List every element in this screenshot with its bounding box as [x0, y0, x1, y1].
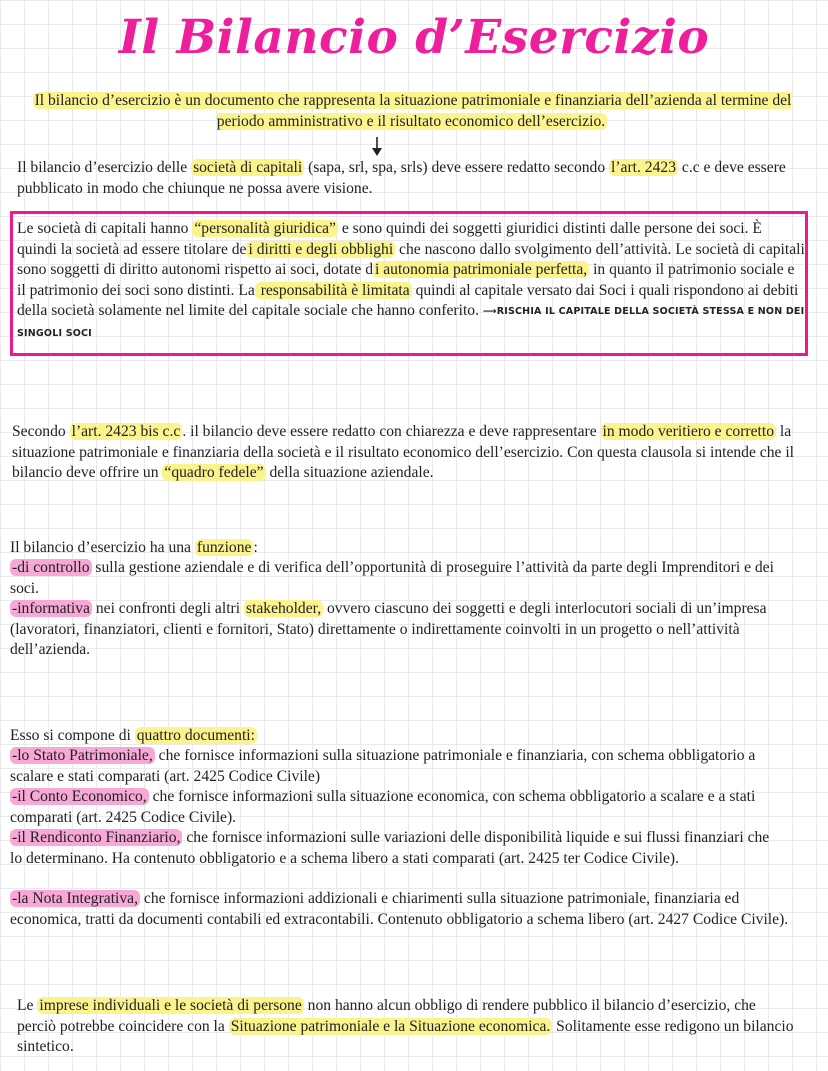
funzione-heading: Il bilancio d’esercizio ha una funzione :	[10, 539, 258, 556]
highlight-art-2423-bis: l’art. 2423 bis c.c	[71, 423, 181, 440]
doc-conto-economico: -il Conto Economico, che fornisce informazioni sulla situazione economica, con schema obbligatorio a scalare e a stati comparati (art. 2425 Codice Civile).	[10, 788, 756, 826]
doc-rendiconto-finanziario: -il Rendiconto Finanziario, che fornisce informazioni sulle variazioni delle disponibilità liquide e sui flussi finanziari che lo determinano. Ha contenuto obbligatorio e a schema libero a stati comparati (art. 2425 ter Codice Civile).	[10, 829, 770, 867]
highlight-personalita: “personalità giuridica”	[194, 220, 336, 237]
funzione-controllo: -di controllo sulla gestione aziendale e di verifica dell’opportunità di proseguire l’attività da parte degli Imprenditori e dei soci.	[10, 559, 774, 597]
capitali-paragraph: Il bilancio d’esercizio delle società di capitali (sapa, srl, spa, srls) deve essere redatto secondo l’art. 2423 c.c e deve essere pubblicato in modo che chiunque ne possa avere visione.	[17, 159, 786, 197]
personalita-paragraph: Le società di capitali hanno “personalità giuridica” e sono quindi dei soggetti giuridici distinti dalle persone dei soci. È quindi la società ad essere titolare de i diritti e degli obblighi che nascono dallo svolgimento dell’attività. Le società di capitali sono soggetti di diritto autonomi rispetto ai soci, dotate d i autonomia patrimoniale perfetta, in quanto il patrimonio sociale e il patrimonio dei soci sono distinti. La responsabilità è limitata quindi al capitale versato dai Soci i quali rispondono ai debiti della società solamente nel limite del capitale sociale che hanno conferito. ⟶RISCHIA IL CAPITALE DELLA SOCIETÀ STESSA E NON DEI SINGOLI SOCI	[17, 220, 805, 339]
intro-highlight: Il bilancio d’esercizio è un documento che rappresenta la situazione patrimoniale e finanziaria dell’azienda al termine del periodo amministrativo e il risultato economico dell’esercizio.	[34, 92, 792, 130]
label-rendiconto-finanziario: -il Rendiconto Finanziario,	[12, 829, 181, 846]
funzione-informativa: -informativa nei confronti degli altri stakeholder, ovvero ciascuno dei soggetti e degli interlocutori sociali di un’impresa (lavoratori, finanziatori, clienti e fornitori, Stato) direttamente o indirettamente coinvolti in un progetto o nell’attività dell’azienda.	[10, 600, 767, 659]
bis-paragraph: Secondo l’art. 2423 bis c.c . il bilancio deve essere redatto con chiarezza e deve rappresentare in modo veritiero e corretto la situazione patrimoniale e finanziaria della società e il risultato economico dell’esercizio. Con questa clausola si intende che il bilancio deve offrire un “quadro fedele” della situazione aziendale.	[12, 423, 794, 482]
highlight-imprese-individuali: imprese individuali e le società di persone	[39, 997, 302, 1014]
highlight-art-2423: l’art. 2423	[611, 159, 676, 176]
doc-nota-integrativa: -la Nota Integrativa, che fornisce informazioni addizionali e chiarimenti sulla situazione patrimoniale, finanziaria ed economica, tratti da documenti contabili ed extracontabili. Contenuto obbligatorio a schema libero (art. 2427 Codice Civile).	[10, 890, 789, 928]
label-controllo: -di controllo	[12, 559, 90, 576]
highlight-quadro-fedele: “quadro fedele”	[164, 464, 264, 482]
highlight-situazione: Situazione patrimoniale e la Situazione economica.	[230, 1017, 551, 1035]
page-title: Il Bilancio d’Esercizio	[118, 10, 710, 65]
doc-stato-patrimoniale: -lo Stato Patrimoniale, che fornisce informazioni sulla situazione patrimoniale e finanziaria, con schema obbligatorio a scalare e stati comparati (art. 2425 Codice Civile)	[10, 747, 756, 785]
label-nota-integrativa: -la Nota Integrativa,	[12, 890, 138, 907]
highlight-quattro-documenti: quattro documenti:	[136, 727, 255, 744]
documenti-heading: Esso si compone di quattro documenti:	[10, 727, 255, 744]
highlight-stakeholder: stakeholder,	[245, 600, 322, 617]
highlight-autonomia: i autonomia patrimoniale perfetta,	[375, 261, 588, 279]
label-conto-economico: -il Conto Economico,	[12, 788, 147, 805]
highlight-diritti: i diritti e degli obblighi	[248, 240, 394, 258]
highlight-societa-capitali: società di capitali	[193, 159, 303, 176]
intro-paragraph	[12, 91, 812, 132]
imprese-paragraph: Le imprese individuali e le società di persone non hanno alcun obbligo di rendere pubblico il bilancio d’esercizio, che perciò potrebbe coincidere con la Situazione patrimoniale e la Situazione economica. Solitamente esse redigono un bilancio sintetico.	[17, 997, 794, 1056]
highlight-funzione: funzione	[196, 539, 252, 556]
label-informativa: -informativa	[12, 600, 90, 617]
handwritten-note: ⟶RISCHIA IL CAPITALE DELLA SOCIETÀ STESSA E NON DEI SINGOLI SOCI	[17, 306, 805, 339]
arrow-down-icon	[370, 136, 384, 158]
highlight-veritiero: in modo veritiero e corretto	[602, 423, 774, 440]
highlight-responsabilita: responsabilità è limitata	[256, 281, 410, 299]
label-stato-patrimoniale: -lo Stato Patrimoniale,	[12, 747, 153, 764]
